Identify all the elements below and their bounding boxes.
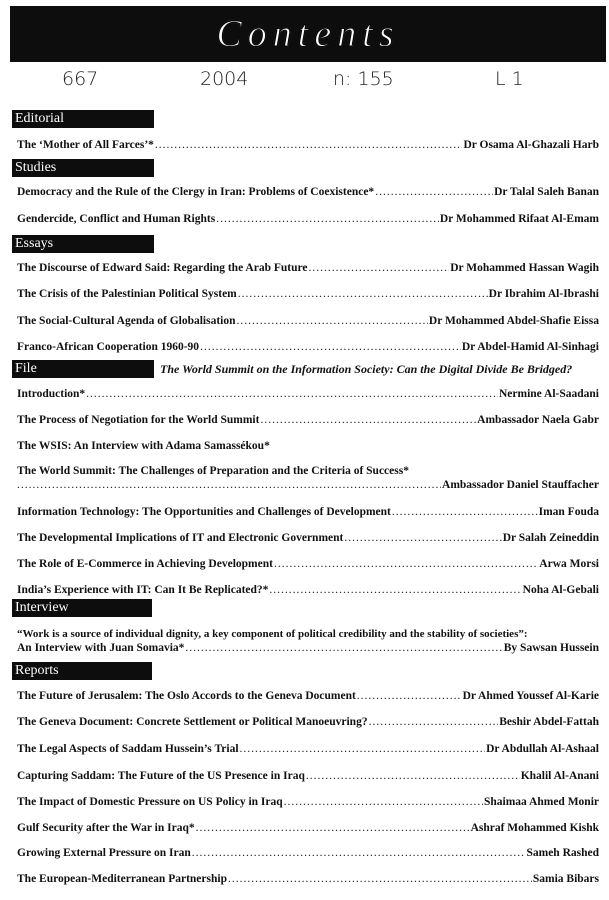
- toc-entry[interactable]: [17, 821, 599, 835]
- toc-entry[interactable]: [17, 531, 599, 545]
- page-title: Contents: [216, 13, 400, 55]
- entry-title: Growing External Pressure on Iran: [17, 847, 191, 859]
- entry-title: The Impact of Domestic Pressure on US Policy in Iraq: [17, 796, 283, 808]
- entry-title: The Discourse of Edward Said: Regarding the Arab Future: [17, 262, 308, 274]
- entry-title: Introduction*: [17, 388, 86, 400]
- entry-title: The Process of Negotiation for the World Summit: [17, 414, 260, 426]
- handwritten-note: 2004: [200, 68, 249, 90]
- toc-entry[interactable]: [17, 340, 599, 354]
- toc-entry[interactable]: [17, 261, 599, 275]
- entry-title: The ‘Mother of All Farces’*: [17, 139, 154, 151]
- toc-entry[interactable]: [17, 314, 599, 328]
- toc-entry[interactable]: [17, 795, 599, 809]
- file-subtitle: The World Summit on the Information Society: Can the Digital Divide Be Bridged?: [160, 362, 573, 376]
- entry-author: Iman Fouda: [538, 506, 599, 518]
- toc-entry[interactable]: [17, 478, 599, 492]
- handwritten-note: 667: [62, 68, 99, 90]
- entry-title: Information Technology: The Opportunities and Challenges of Development: [17, 506, 391, 518]
- entry-author: Dr Mohammed Abdel-Shafie Eissa: [428, 315, 599, 327]
- entry-title: The Social-Cultural Agenda of Globalisation: [17, 315, 236, 327]
- entry-author: Noha Al-Gebali: [522, 584, 599, 596]
- toc-entry[interactable]: [17, 185, 599, 199]
- toc-entry[interactable]: [17, 212, 599, 226]
- toc-entry[interactable]: [17, 583, 599, 597]
- entry-title: Capturing Saddam: The Future of the US Presence in Iraq: [17, 770, 305, 782]
- toc-entry[interactable]: [17, 387, 599, 401]
- entry-author: Khalil Al-Anani: [520, 770, 599, 782]
- entry-author: Dr Osama Al-Ghazali Harb: [463, 139, 599, 151]
- entry-author: Nermine Al-Saadani: [499, 388, 599, 400]
- toc-entry-title[interactable]: The World Summit: The Challenges of Preparation and the Criteria of Success*: [17, 465, 409, 477]
- entry-title: The Geneva Document: Concrete Settlement or Political Manoeuvring?: [17, 716, 368, 728]
- entry-title: Gulf Security after the War in Iraq*: [17, 822, 195, 834]
- toc-entry[interactable]: [17, 872, 599, 886]
- entry-author: Dr Ahmed Youssef Al-Karie: [462, 690, 599, 702]
- entry-title: The European-Mediterranean Partnership: [17, 873, 227, 885]
- entry-author: Dr Abdel-Hamid Al-Sinhagi: [461, 341, 599, 353]
- toc-entry-title[interactable]: “Work is a source of individual dignity, a key component of political credibility and the stability of societies”:: [17, 628, 528, 640]
- handwritten-note: n: 155: [333, 68, 394, 90]
- entry-author: Beshir Abdel-Fattah: [499, 716, 599, 728]
- entry-author: By Sawsan Hussein: [503, 642, 599, 654]
- toc-entry[interactable]: [17, 742, 599, 756]
- entry-author: Arwa Morsi: [539, 558, 599, 570]
- toc-entry[interactable]: [17, 689, 599, 703]
- toc-entry[interactable]: [17, 413, 599, 427]
- toc-entry[interactable]: [17, 641, 599, 655]
- handwritten-note: L 1: [495, 68, 524, 90]
- toc-entry[interactable]: [17, 138, 599, 152]
- entry-title: The Developmental Implications of IT and Electronic Government: [17, 532, 344, 544]
- section-file: File: [12, 360, 154, 378]
- entry-author: Dr Mohammed Rifaat Al-Emam: [439, 213, 599, 225]
- entry-author: Dr Ibrahim Al-Ibrashi: [488, 288, 599, 300]
- entry-author: Ambassador Naela Gabr: [477, 414, 599, 426]
- entry-author: Shaimaa Ahmed Monir: [483, 796, 599, 808]
- section-studies: Studies: [12, 159, 154, 177]
- toc-entry[interactable]: [17, 715, 599, 729]
- entry-title: Gendercide, Conflict and Human Rights: [17, 213, 216, 225]
- section-editorial: Editorial: [12, 110, 154, 128]
- toc-entry[interactable]: [17, 287, 599, 301]
- entry-author: Dr Mohammed Hassan Wagih: [450, 262, 599, 274]
- entry-author: Dr Talal Saleh Banan: [494, 186, 599, 198]
- toc-entry[interactable]: [17, 769, 599, 783]
- entry-title: Franco-African Cooperation 1960-90: [17, 341, 200, 353]
- entry-author: Dr Salah Zeineddin: [502, 532, 599, 544]
- entry-title: The Legal Aspects of Saddam Hussein’s Trial: [17, 743, 239, 755]
- section-essays: Essays: [12, 235, 154, 253]
- entry-author: Sameh Rashed: [526, 847, 599, 859]
- section-reports: Reports: [12, 662, 152, 680]
- entry-author: Samia Bibars: [532, 873, 599, 885]
- toc-entry[interactable]: [17, 846, 599, 860]
- entry-author: Ambassador Daniel Stauffacher: [442, 479, 599, 491]
- contents-header: [10, 6, 606, 62]
- entry-author: Ashraf Mohammed Kishk: [470, 822, 599, 834]
- entry-title: Democracy and the Rule of the Clergy in Iran: Problems of Coexistence*: [17, 186, 375, 198]
- entry-title: India’s Experience with IT: Can It Be Replicated?*: [17, 584, 269, 596]
- toc-entry[interactable]: [17, 557, 599, 571]
- entry-title: An Interview with Juan Somavia*: [17, 642, 185, 654]
- toc-entry-title[interactable]: The WSIS: An Interview with Adama Samassékou*: [17, 440, 270, 452]
- section-interview: Interview: [12, 599, 152, 617]
- entry-title: The Role of E-Commerce in Achieving Development: [17, 558, 273, 570]
- entry-title: The Future of Jerusalem: The Oslo Accords to the Geneva Document: [17, 690, 356, 702]
- entry-author: Dr Abdullah Al-Ashaal: [486, 743, 599, 755]
- toc-entry[interactable]: [17, 505, 599, 519]
- entry-title: The Crisis of the Palestinian Political System: [17, 288, 237, 300]
